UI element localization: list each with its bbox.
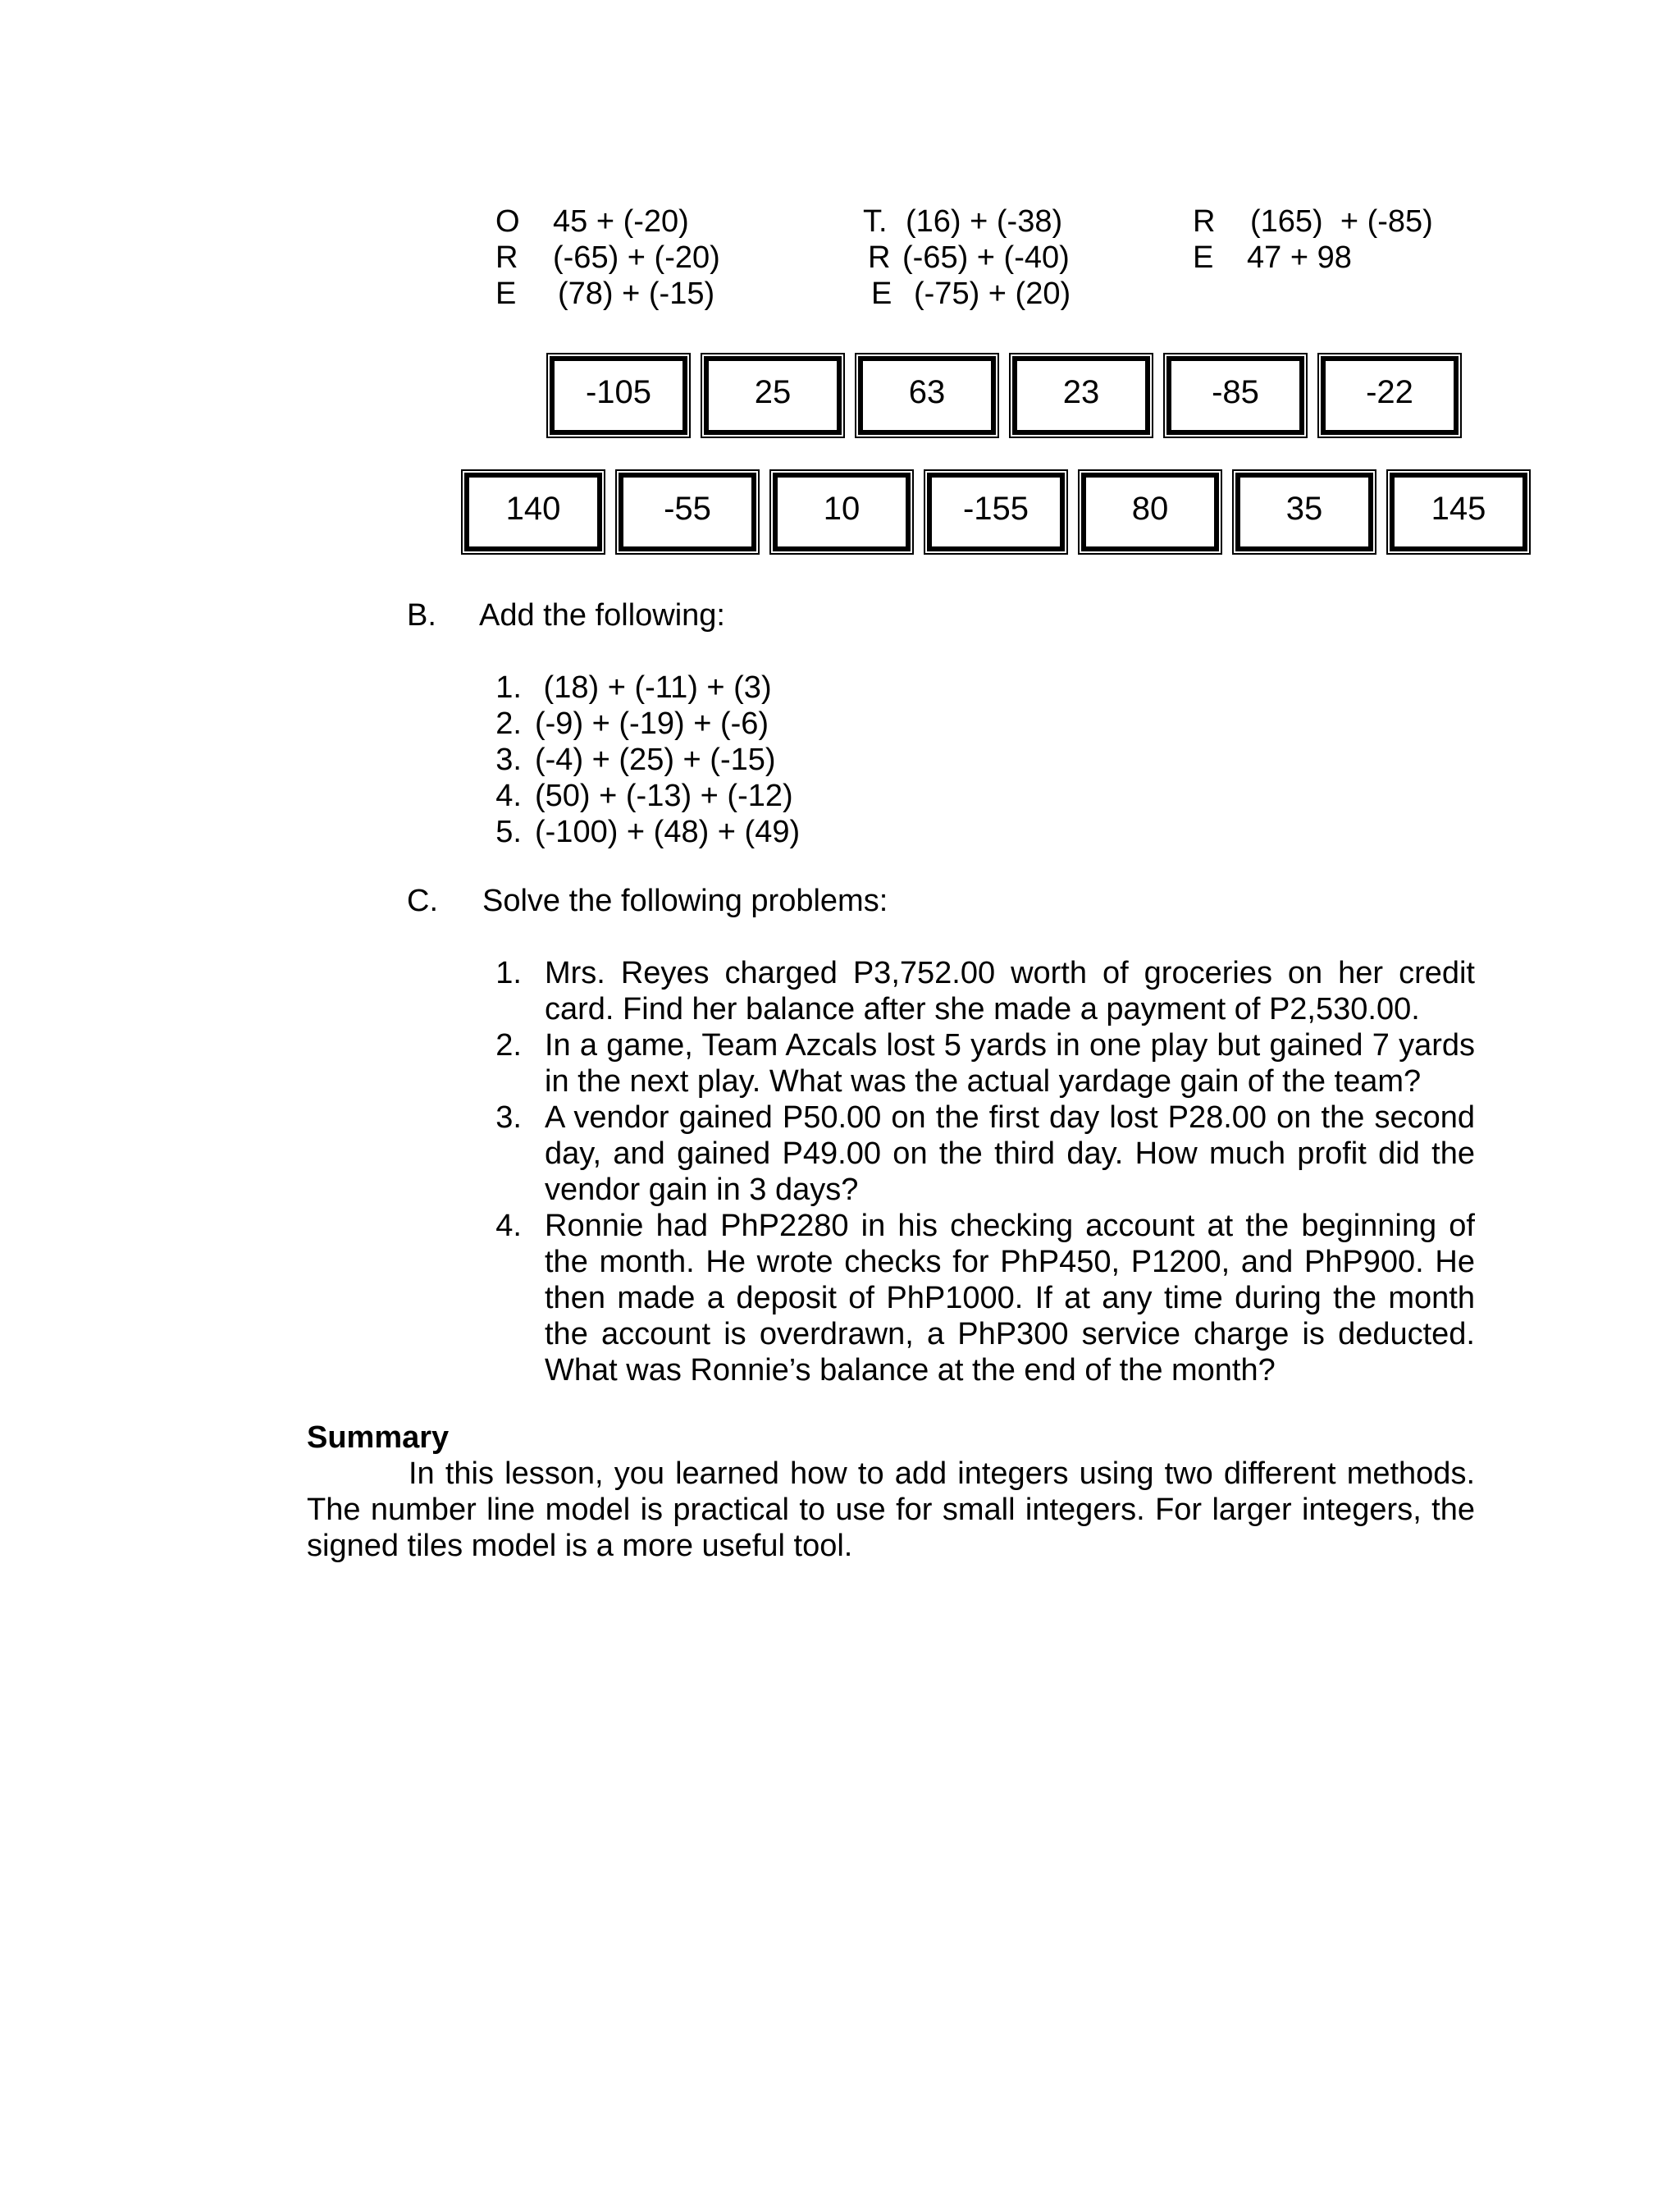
clue-column-1	[495, 203, 791, 312]
answer-box	[1317, 353, 1462, 438]
item-number: 2.	[495, 706, 522, 741]
summary-heading: Summary	[307, 1420, 450, 1455]
section-c-title: Solve the following problems:	[482, 884, 888, 918]
answer-value: 35	[1285, 491, 1323, 527]
answer-value: 140	[505, 491, 561, 527]
problem-item	[476, 1208, 1475, 1388]
clue-column-3	[1193, 203, 1521, 276]
answer-value: -55	[664, 491, 711, 527]
list-item	[476, 742, 886, 778]
answer-value: 145	[1431, 491, 1486, 527]
section-b-title: Add the following:	[479, 598, 725, 633]
answer-box	[1009, 353, 1153, 438]
clue-letter: R	[1193, 204, 1216, 239]
item-number: 3.	[495, 743, 522, 777]
clue-expression: (-65) + (-40)	[902, 240, 1070, 275]
clue-letter: R	[868, 240, 891, 275]
answer-box	[924, 469, 1068, 555]
clue-expression: (16) + (-38)	[906, 204, 1063, 239]
answer-box	[461, 469, 605, 555]
problem-item	[476, 1100, 1475, 1208]
answer-value: 23	[1062, 374, 1100, 410]
answer-box	[546, 353, 691, 438]
clue-column-2	[863, 203, 1158, 312]
clue-row	[863, 203, 1158, 240]
clue-letter: R	[495, 240, 518, 275]
clue-expression: (78) + (-15)	[558, 277, 715, 311]
clue-row	[495, 240, 791, 276]
item-number: 5.	[495, 815, 522, 849]
answer-value: 63	[908, 374, 946, 410]
answer-box-row-1	[546, 353, 1460, 438]
item-text: (18) + (-11) + (3)	[535, 670, 772, 705]
clue-letter: T.	[863, 204, 888, 239]
clue-row	[495, 203, 791, 240]
item-text: In a game, Team Azcals lost 5 yards in one play but gained 7 yards in the next play. What was the actual yardage gain of the team?	[545, 1028, 1475, 1099]
section-b-letter: B.	[407, 598, 436, 633]
item-number: 3.	[495, 1100, 522, 1135]
answer-box	[701, 353, 845, 438]
answer-box	[1163, 353, 1308, 438]
section-c-list	[476, 955, 1475, 1388]
item-number: 4.	[495, 779, 522, 813]
item-number: 4.	[495, 1209, 522, 1243]
section-b-list	[476, 670, 886, 850]
answer-value: -85	[1212, 374, 1259, 410]
answer-value: -22	[1366, 374, 1413, 410]
section-c-letter: C.	[407, 884, 438, 918]
clue-row	[1193, 240, 1521, 276]
list-item	[476, 670, 886, 706]
answer-box	[615, 469, 760, 555]
clue-row	[863, 240, 1158, 276]
clue-expression: (165) + (-85)	[1250, 204, 1433, 239]
answer-box	[769, 469, 914, 555]
clue-row	[863, 276, 1158, 312]
list-item	[476, 706, 886, 742]
item-text: (-9) + (-19) + (-6)	[535, 706, 769, 741]
item-text: Mrs. Reyes charged P3,752.00 worth of groceries on her credit card. Find her balance after she made a payment of P2,530.00.	[545, 956, 1475, 1026]
item-number: 2.	[495, 1028, 522, 1063]
answer-value: -155	[962, 491, 1029, 527]
item-number: 1.	[495, 670, 522, 705]
answer-box	[855, 353, 999, 438]
summary-paragraph: In this lesson, you learned how to add integers using two different methods. The number line model is practical to use for small integers. For larger integers, the signed tiles model is a more useful tool.	[307, 1456, 1475, 1563]
clue-row	[1193, 203, 1521, 240]
problem-item	[476, 955, 1475, 1027]
problem-item	[476, 1027, 1475, 1100]
answer-box	[1386, 469, 1531, 555]
answer-box-row-2	[461, 469, 1529, 555]
answer-value: 10	[823, 491, 861, 527]
item-text: Ronnie had PhP2280 in his checking account at the beginning of the month. He wrote checks for PhP450, P1200, and PhP900. He then made a deposit of PhP1000. If at any time during the month the account is overdrawn, a PhP300 service charge is deducted. What was Ronnie’s balance at the end of the month?	[545, 1209, 1475, 1388]
clue-expression: (-65) + (-20)	[553, 240, 720, 275]
answer-box	[1078, 469, 1222, 555]
answer-value: 80	[1131, 491, 1169, 527]
answer-value: 25	[754, 374, 792, 410]
clue-expression: (-75) + (20)	[914, 277, 1071, 311]
clue-letter: E	[495, 277, 517, 311]
answer-value: -105	[585, 374, 652, 410]
item-text: (-4) + (25) + (-15)	[535, 743, 776, 777]
clue-row	[495, 276, 791, 312]
item-text: A vendor gained P50.00 on the first day lost P28.00 on the second day, and gained P49.00 on the third day. How much profit did the vendor gain in 3 days?	[545, 1100, 1475, 1207]
item-text: (50) + (-13) + (-12)	[535, 779, 793, 813]
answer-box	[1232, 469, 1376, 555]
item-number: 1.	[495, 956, 522, 990]
clue-letter: E	[871, 277, 892, 311]
clue-expression: 45 + (-20)	[553, 204, 689, 239]
clue-letter: O	[495, 204, 520, 239]
list-item	[476, 778, 886, 814]
list-item	[476, 814, 886, 850]
clue-expression: 47 + 98	[1247, 240, 1352, 275]
item-text: (-100) + (48) + (49)	[535, 815, 801, 849]
clue-letter: E	[1193, 240, 1214, 275]
